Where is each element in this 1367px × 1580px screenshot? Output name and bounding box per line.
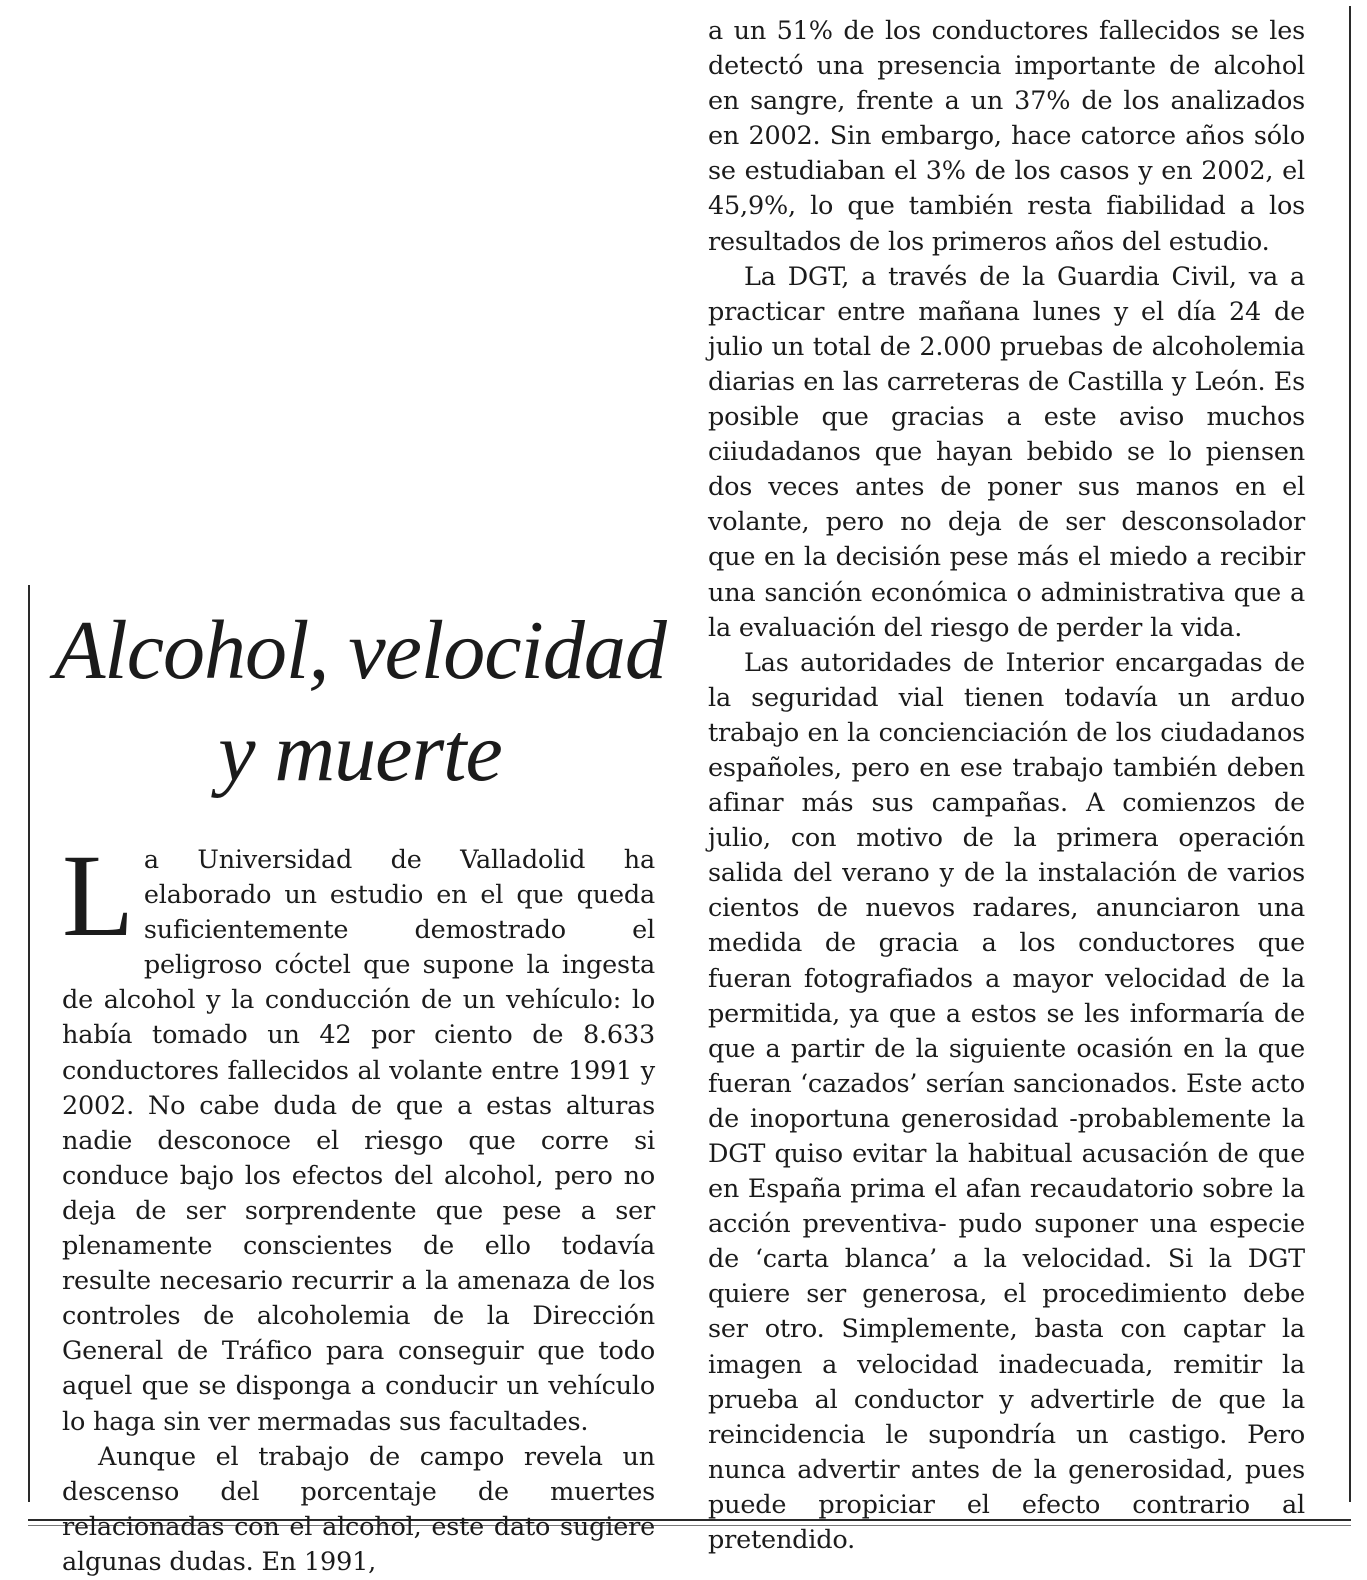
headline-line-2: y muerte [218, 706, 502, 799]
right-border-rule [1349, 6, 1351, 1502]
paragraph-1-text: a Universidad de Valladolid ha elaborado un estudio en el que queda suficientemente demostrado el peligroso cóctel que supone la ingesta de alcohol y la conducción de un vehículo: lo había tomado un 42 por ciento de 8.633 conductores fallecidos al volante entre 1991 y 2002. No cabe duda de que a estas alturas nadie desconoce el riesgo que corre si conduce bajo los efectos del alcohol, pero no deja de ser sorprendente que pese a ser plenamente conscientes de ello todavía resulte necesario recurrir a la amenaza de los controles de alcoholemia de la Dirección General de Tráfico para conseguir que todo aquel que se disponga a conducir un vehículo lo haga sin ver mermadas sus facultades. [62, 845, 655, 1437]
headline-line-1: Alcohol, velocidad [54, 604, 666, 697]
paragraph-2: Aunque el trabajo de campo revela un descenso del porcentaje de muertes relacionadas con el alcohol, este dato sugiere algunas dudas. En 1991, [62, 1441, 655, 1577]
left-column [62, 830, 655, 1580]
drop-cap: L [62, 830, 134, 961]
right-column [708, 14, 1305, 1558]
left-border-rule [28, 585, 30, 1502]
paragraph-5: Las autoridades de Interior encargadas de la seguridad vial tienen todavía un arduo trabajo en la concienciación de los ciudadanos españoles, pero en ese trabajo también deben afinar más sus campañas. A comienzos de julio, con motivo de la primera operación salida del verano y de la instalación de varios cientos de nuevos radares, anunciaron una medida de gracia a los conductores que fueran fotografiados a mayor velocidad de la permitida, ya que a estos se les informaría de que a partir de la siguiente ocasión en la que fueran ‘cazados’ serían sancionados. Este acto de inoportuna generosidad -probablemente la DGT quiso evitar la habitual acusación de que en España prima el afan recaudatorio sobre la acción preventiva- pudo suponer una especie de ‘carta blanca’ a la velocidad. Si la DGT quiere ser generosa, el procedimiento debe ser otro. Simplemente, basta con captar la imagen a velocidad inadecuada, remitir la prueba al conductor y advertirle de que la reincidencia le supondría un castigo. Pero nunca advertir antes de la generosidad, pues puede propiciar el efecto contrario al pretendido. [708, 647, 1305, 1556]
paragraph-4: La DGT, a través de la Guardia Civil, va a practicar entre mañana lunes y el día 24 de julio un total de 2.000 pruebas de alcoholemia diarias en las carreteras de Castilla y León. Es posible que gracias a este aviso muchos ciiudadanos que hayan bebido se lo piensen dos veces antes de poner sus manos en el volante, pero no deja de ser desconsolador que en la decisión pese más el miedo a recibir una sanción económica o administrativa que a la evaluación del riesgo de perder la vida. [708, 261, 1305, 643]
headline [40, 600, 680, 804]
paragraph-3: a un 51% de los conductores fallecidos se les detectó una presencia importante de alcohol en sangre, frente a un 37% de los analizados en 2002. Sin embargo, hace catorce años sólo se estudiaban el 3% de los casos y en 2002, el 45,9%, lo que también resta fiabilidad a los resultados de los primeros años del estudio. [708, 16, 1305, 257]
paragraph-1 [62, 830, 655, 1440]
